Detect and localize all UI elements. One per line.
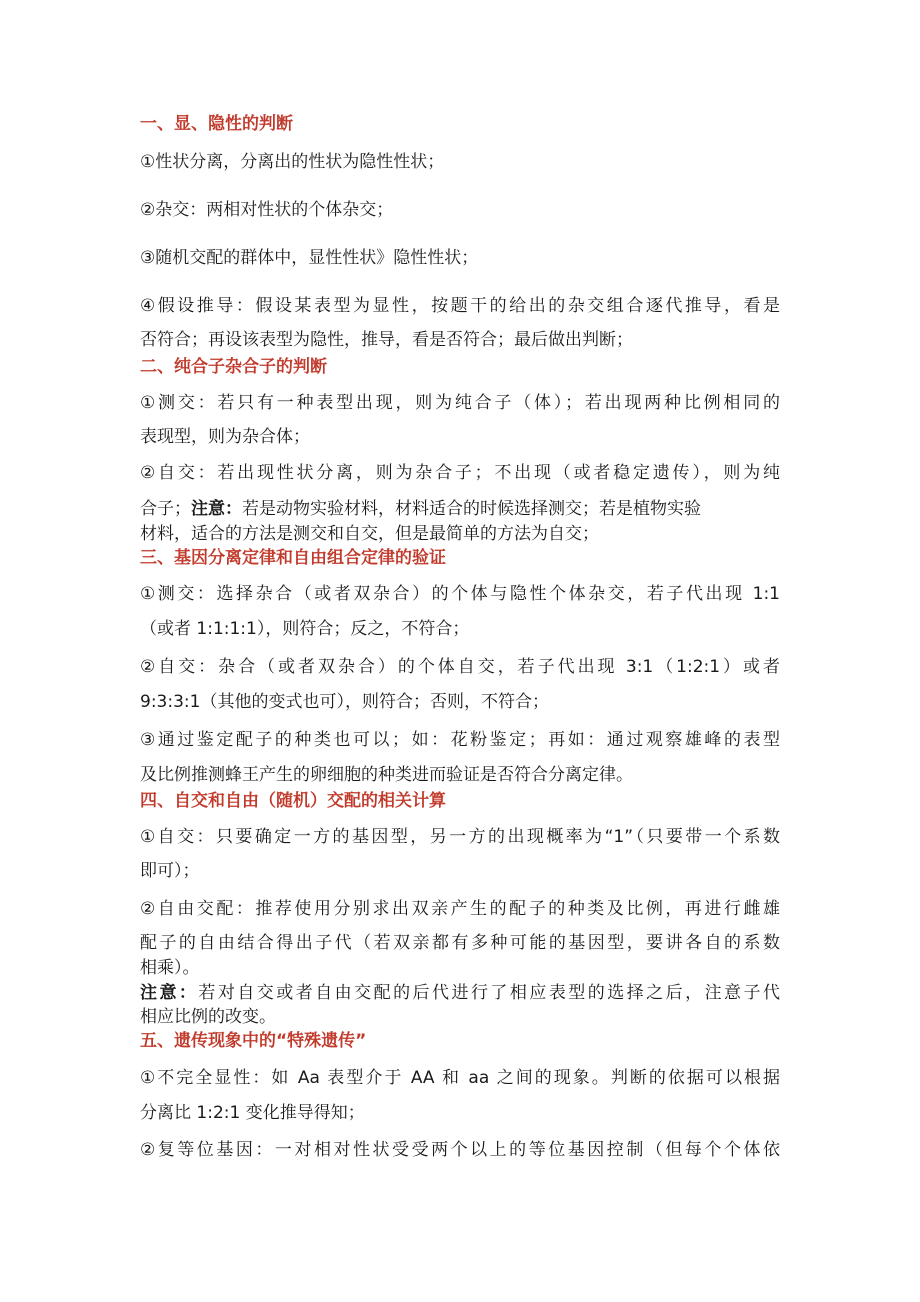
s3-item-2-cont: 9:3:3:1（其他的变式也可），则符合；否则，不符合；: [140, 692, 549, 712]
s3-item-3: ③通过鉴定配子的种类也可以；如：花粉鉴定；再如：通过观察雄峰的表型: [140, 730, 780, 750]
s2-note-cont: 材料，适合的方法是测交和自交，但是最简单的方法为自交；: [140, 524, 599, 544]
s1-item-4-cont: 否符合；再设该表型为隐性，推导，看是否符合；最后做出判断；: [140, 330, 633, 350]
s4-note-text: 若对自交或者自由交配的后代进行了相应表型的选择之后，注意子代: [198, 983, 780, 1003]
s4-note: [140, 981, 780, 1005]
s4-item-1: ①自交：只要确定一方的基因型，另一方的出现概率为“1”（只要带一个系数: [140, 827, 780, 847]
s3-item-1: ①测交：选择杂合（或者双杂合）的个体与隐性个体杂交，若子代出现 1:1: [140, 584, 780, 604]
s3-item-1-cont: （或者 1:1:1:1），则符合；反之，不符合；: [140, 619, 470, 639]
s1-item-1: ①性状分离，分离出的性状为隐性性状；: [140, 152, 445, 172]
s4-note-cont: 相应比例的改变。: [140, 1007, 276, 1027]
s2-item-2: ②自交：若出现性状分离，则为杂合子；不出现（或者稳定遗传），则为纯: [140, 463, 780, 483]
s4-item-2: ②自由交配：推荐使用分别求出双亲产生的配子的种类及比例，再进行雌雄: [140, 899, 780, 919]
s5-item-1-cont: 分离比 1:2:1 变化推导得知；: [140, 1103, 365, 1123]
s5-item-2: ②复等位基因：一对相对性状受受两个以上的等位基因控制（但每个个体依: [140, 1140, 780, 1160]
s2-item-1-cont: 表现型，则为杂合体；: [140, 427, 310, 447]
s4-item-2-end: 相乘）。: [140, 958, 200, 978]
section-1-heading: 一、显、隐性的判断: [140, 114, 293, 134]
s4-item-2-cont: 配子的自由结合得出子代（若双亲都有多种可能的基因型，要讲各自的系数: [140, 933, 780, 953]
s4-item-1-cont: 即可）；: [140, 861, 200, 881]
s1-item-4: ④假设推导：假设某表型为显性，按题干的给出的杂交组合逐代推导，看是: [140, 296, 780, 316]
note-label: 注意：: [191, 499, 242, 519]
s2-item-1: ①测交：若只有一种表型出现，则为纯合子（体）；若出现两种比例相同的: [140, 393, 780, 413]
section-2-heading: 二、纯合子杂合子的判断: [140, 357, 327, 377]
s1-item-3: ③随机交配的群体中，显性性状》隐性性状；: [140, 248, 479, 268]
note-label-2: 注意：: [140, 983, 199, 1003]
s1-item-2: ②杂交：两相对性状的个体杂交；: [140, 200, 394, 220]
s2-note-text: 若是动物实验材料，材料适合的时候选择测交；若是植物实验: [242, 499, 701, 519]
section-5-heading: 五、遗传现象中的“特殊遗传”: [140, 1031, 367, 1051]
s2-item-2-end: 合子；: [140, 499, 191, 519]
s3-item-3-cont: 及比例推测蜂王产生的卵细胞的种类进而验证是否符合分离定律。: [140, 765, 633, 785]
section-3-heading: 三、基因分离定律和自由组合定律的验证: [140, 548, 446, 568]
s5-item-1: ①不完全显性：如 Aa 表型介于 AA 和 aa 之间的现象。判断的依据可以根据: [140, 1068, 780, 1088]
s2-item-2-cont: [140, 497, 780, 521]
s3-item-2: ②自交：杂合（或者双杂合）的个体自交，若子代出现 3:1（1:2:1）或者: [140, 657, 780, 677]
section-4-heading: 四、自交和自由（随机）交配的相关计算: [140, 791, 446, 811]
